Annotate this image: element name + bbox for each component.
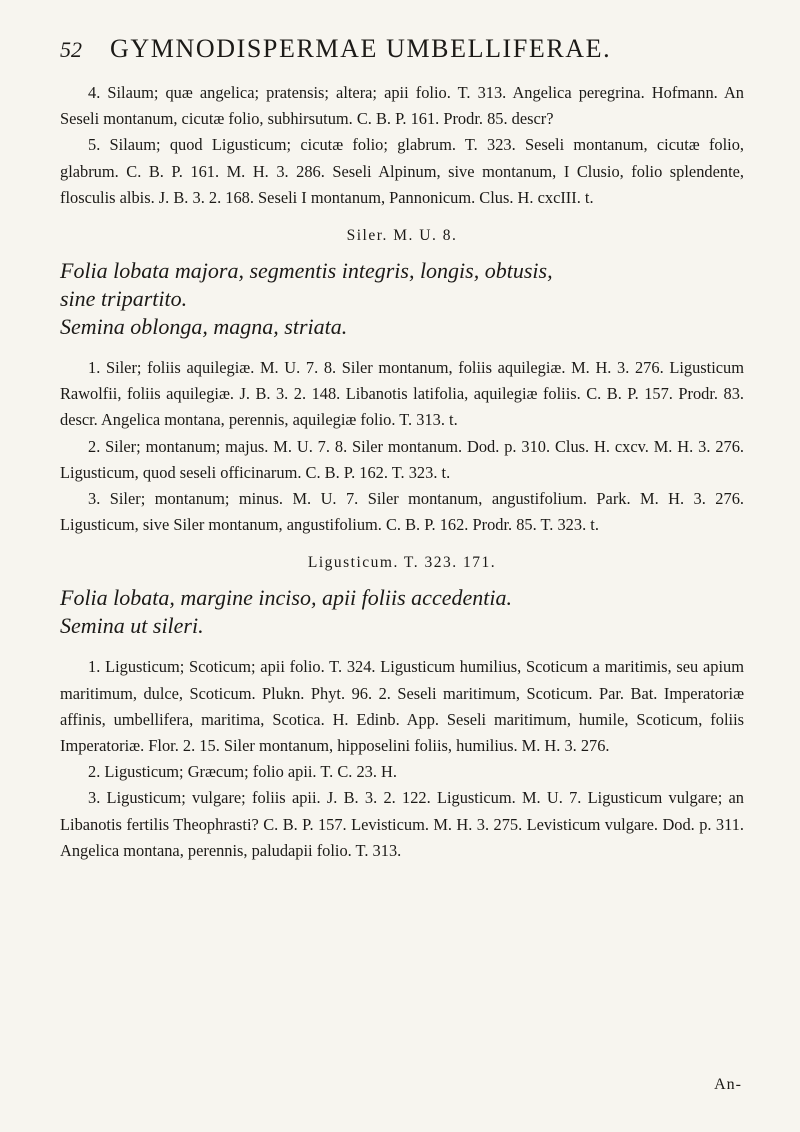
diagnosis-siler-seeds: Semina oblonga, magna, striata.	[60, 314, 348, 340]
entry-siler-3: 3. Siler; montanum; minus. M. U. 7. Siler montanum, angustifolium. Park. M. H. 3. 276. Ligusticum, sive Siler montanum, angustifolium. C. B. P. 162. Prodr. 85. T. 323. t.	[60, 489, 744, 535]
entry-ligusticum-3: 3. Ligusticum; vulgare; foliis apii. J. B. 3. 2. 122. Ligusticum. M. U. 7. Ligusticum vulgare; an Libanotis fertilis Theophrasti? C. B. P. 157. Levisticum. M. H. 3. 275. Levisticum vulgare. Dod. p. 311. Angelica montana, perennis, paludapii folio. T. 313.	[60, 788, 744, 860]
diagnosis-siler-leaves-cont: sine tripartito.	[60, 286, 188, 312]
diagnosis-ligusticum-seeds: Semina ut sileri.	[60, 613, 204, 639]
diagnosis-ligusticum-leaves: Folia lobata, margine inciso, apii foliis accedentia.	[60, 585, 512, 611]
page-number: 52	[60, 37, 82, 62]
running-header	[60, 34, 744, 64]
entry-siler-1: 1. Siler; foliis aquilegiæ. M. U. 7. 8. Siler montanum, foliis aquilegiæ. M. H. 3. 276. Ligusticum Rawolfii, foliis aquilegiæ. J. B. 3. 2. 148. Libanotis latifolia, aquilegiæ foliis. C. B. P. 157. Prodr. 83. descr. Angelica montana, perennis, aquilegiæ folio. T. 313. t.	[60, 358, 744, 430]
entry-silaum-4: 4. Silaum; quæ angelica; pratensis; altera; apii folio. T. 313. Angelica peregrina. Hofmann. An Seseli montanum, cicutæ folio, subhirsutum. C. B. P. 161. Prodr. 85. descr?	[60, 83, 744, 129]
catchword: An-	[714, 1076, 742, 1093]
genus-heading-siler: Siler. M. U. 8.	[346, 227, 458, 245]
entry-ligusticum-2: 2. Ligusticum; Græcum; folio apii. T. C. 23. H.	[88, 762, 397, 782]
entry-siler-2: 2. Siler; montanum; majus. M. U. 7. 8. Siler montanum. Dod. p. 310. Clus. H. cxcv. M. H. 3. 276. Ligusticum, quod seseli officinarum. C. B. P. 162. T. 323. t.	[60, 436, 744, 482]
entry-silaum-5: 5. Silaum; quod Ligusticum; cicutæ folio; glabrum. T. 323. Seseli montanum, cicutæ folio, glabrum. C. B. P. 161. M. H. 3. 286. Seseli Alpinum, sive montanum, I Clusio, folio splendente, flosculis albis. J. B. 3. 2. 168. Seseli I montanum, Pannonicum. Clus. H. cxcIII. t.	[60, 135, 744, 207]
diagnosis-siler-leaves: Folia lobata majora, segmentis integris, longis, obtusis,	[60, 258, 553, 284]
running-title: GYMNODISPERMAE UMBELLIFERAE.	[110, 34, 612, 63]
genus-heading-ligusticum: Ligusticum. T. 323. 171.	[307, 554, 497, 572]
entry-ligusticum-1: 1. Ligusticum; Scoticum; apii folio. T. 324. Ligusticum humilius, Scoticum a maritimis, seu apium maritimum, dulce, Scoticum. Plukn. Phyt. 96. 2. Seseli maritimum, Scoticum. Par. Bat. Imperatoriæ affinis, umbellifera, maritima, Scotica. H. Edinb. App. Seseli maritimum, humile, Scoticum, foliis Imperatoriæ. Flor. 2. 15. Siler montanum, hipposelini foliis, humilius. M. H. 3. 276.	[60, 657, 744, 756]
